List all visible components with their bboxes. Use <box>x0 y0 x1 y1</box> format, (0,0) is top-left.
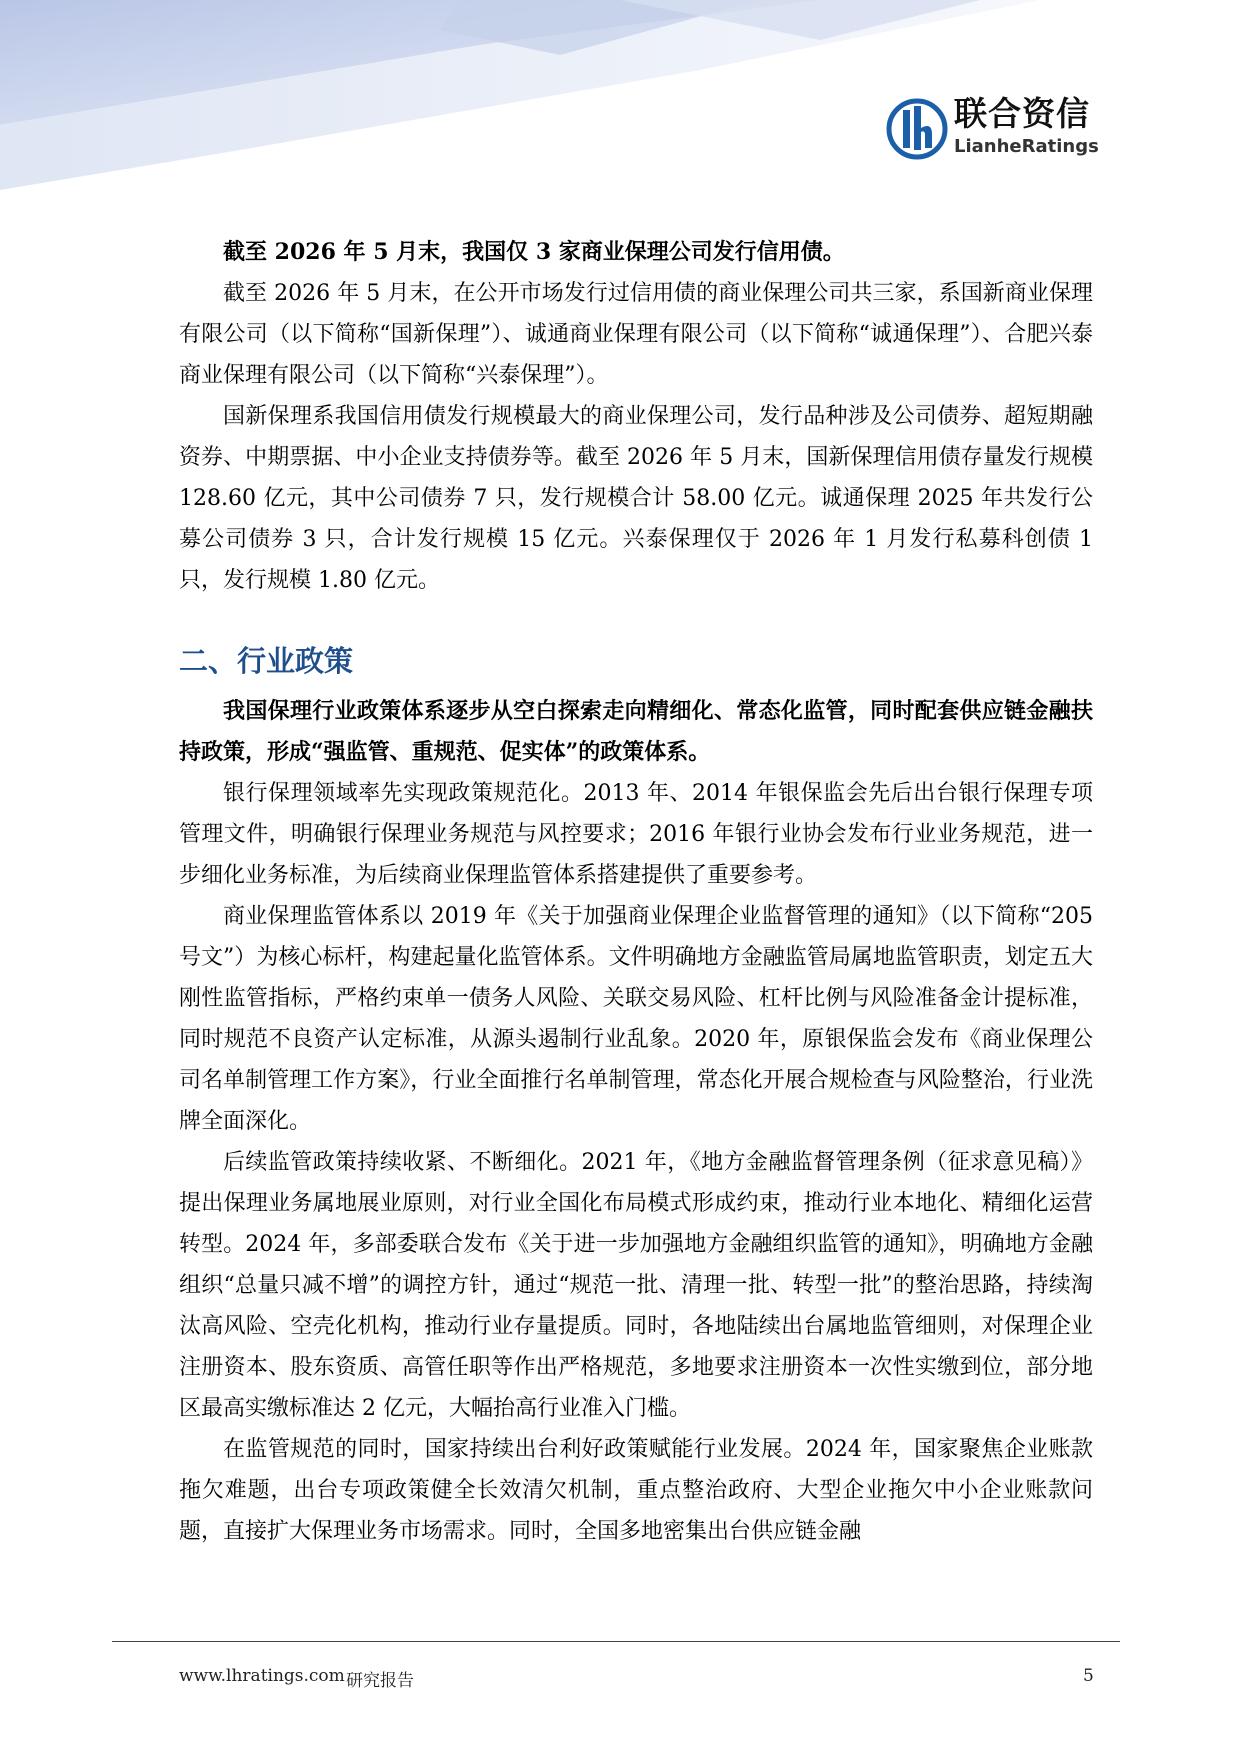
logo-english-text: LianheRatings <box>954 136 1099 157</box>
paragraph-bank-factoring: 银行保理领域率先实现政策规范化。2013 年、2014 年银保监会先后出台银行保理专项管理文件，明确银行保理业务规范与风控要求；2016 年银行业协会发布行业业务规范，进一步细化业务标准，为后续商业保理监管体系搭建提供了重要参考。 <box>179 781 1093 888</box>
brand-logo <box>886 94 1106 164</box>
paragraph-regulation-system: 商业保理监管体系以 2019 年《关于加强商业保理企业监督管理的通知》（以下简称“205 号文”）为核心标杆，构建起量化监管体系。文件明确地方金融监管局属地监管职责，划定五大刚性监管指标，严格约束单一债务人风险、关联交易风险、杠杆比例与风险准备金计提标准，同时规范不良资产认定标准，从源头遏制行业乱象。2020 年，原银保监会发布《商业保理公司名单制管理工作方案》，行业全面推行名单制管理，常态化开展合规检查与风险整治，行业洗牌全面深化。 <box>179 904 1093 1134</box>
main-content <box>179 232 1093 1552</box>
footer-website-link[interactable]: www.lhratings.com <box>179 1666 345 1686</box>
paragraph-support-policy: 在监管规范的同时，国家持续出台利好政策赋能行业发展。2024 年，国家聚焦企业账款拖欠难题，出台专项政策健全长效清欠机制，重点整治政府、大型企业拖欠中小企业账款问题，直接扩大保理业务市场需求。同时，全国多地密集出台供应链金融 <box>179 1437 1093 1544</box>
footer-doc-type: 研究报告 <box>346 1671 414 1691</box>
page-number: 5 <box>1083 1666 1094 1686</box>
paragraph-issuance-scale: 国新保理系我国信用债发行规模最大的商业保理公司，发行品种涉及公司债券、超短期融资券、中期票据、中小企业支持债券等。截至 2026 年 5 月末，国新保理信用债存量发行规模 128.60 亿元，其中公司债券 7 只，发行规模合计 58.00 亿元。诚通保理 2025 年共发行公募公司债券 3 只，合计发行规模 15 亿元。兴泰保理仅于 2026 年 1 月发行私募科创债 1 只，发行规模 1.80 亿元。 <box>179 404 1093 593</box>
lianhe-logo-icon <box>886 98 948 160</box>
logo-chinese-text: 联合资信 <box>954 94 1090 133</box>
summary-paragraph-policy: 我国保理行业政策体系逐步从空白探索走向精细化、常态化监管，同时配套供应链金融扶持政策，形成“强监管、重规范、促实体”的政策体系。 <box>179 698 1093 765</box>
section-title-policy: 二、行业政策 <box>179 644 354 678</box>
paragraph-tightening: 后续监管政策持续收紧、不断细化。2021 年，《地方金融监督管理条例（征求意见稿）》提出保理业务属地展业原则，对行业全国化布局模式形成约束，推动行业本地化、精细化运营转型。2024 年，多部委联合发布《关于进一步加强地方金融组织监管的通知》，明确地方金融组织“总量只减不增”的调控方针，通过“规范一批、清理一批、转型一批”的整治思路，持续淘汰高风险、空壳化机构，推动行业存量提质。同时，各地陆续出台属地监管细则，对保理企业注册资本、股东资质、高管任职等作出严格规范，多地要求注册资本一次性实缴到位，部分地区最高实缴标准达 2 亿元，大幅抬高行业准入门槛。 <box>179 1150 1093 1421</box>
summary-paragraph-bonds: 截至 2026 年 5 月末，我国仅 3 家商业保理公司发行信用债。 <box>223 239 845 265</box>
paragraph-issuers: 截至 2026 年 5 月末，在公开市场发行过信用债的商业保理公司共三家，系国新商业保理有限公司（以下简称“国新保理”）、诚通商业保理有限公司（以下简称“诚通保理”）、合肥兴泰商业保理有限公司（以下简称“兴泰保理”）。 <box>179 281 1093 388</box>
footer-divider <box>112 1641 1120 1642</box>
